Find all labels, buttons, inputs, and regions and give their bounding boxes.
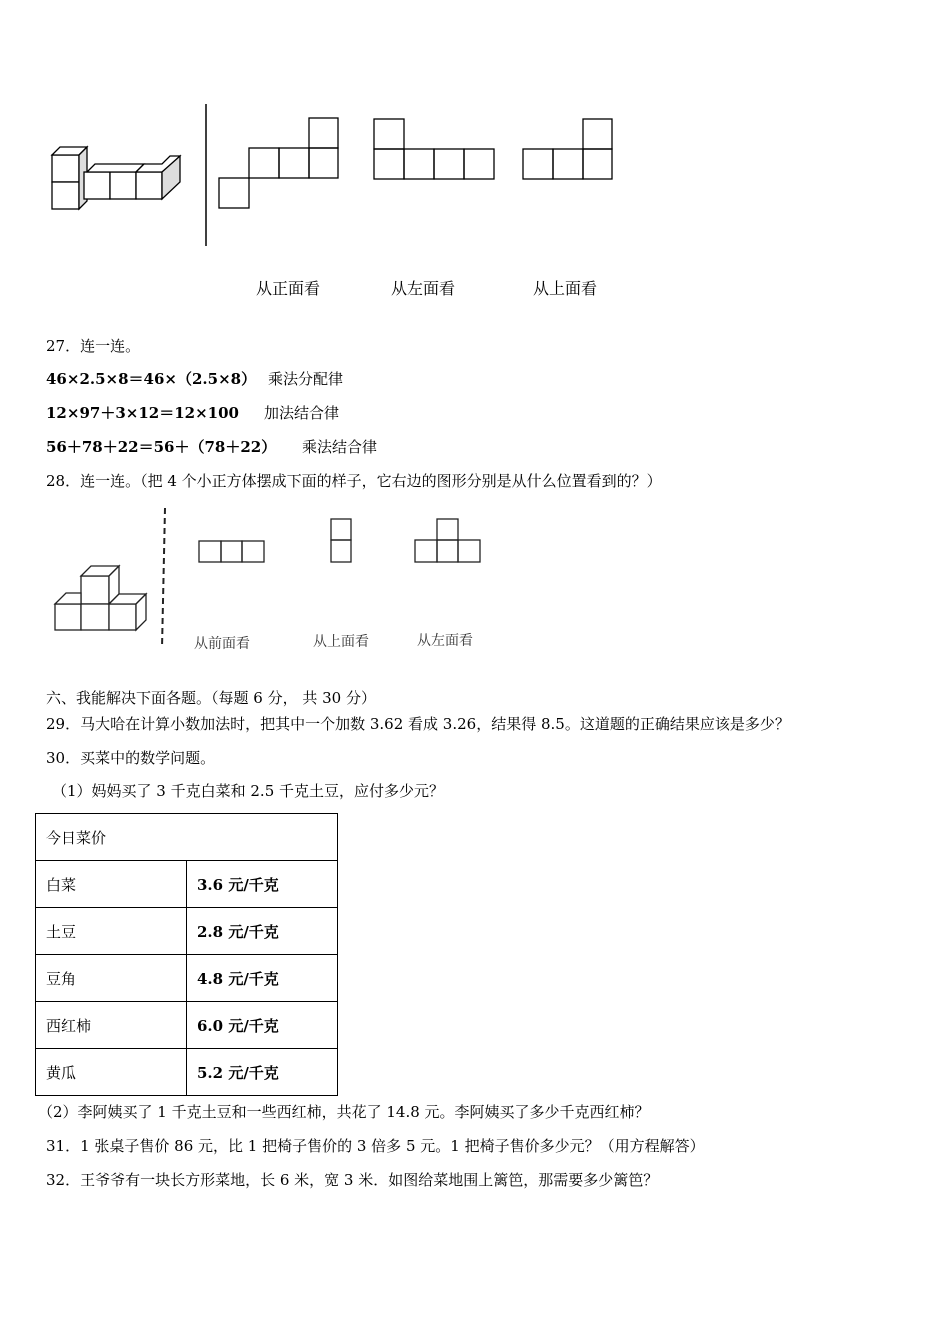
cube-face	[52, 182, 79, 209]
q29-text: 29．马大哈在计算小数加法时，把其中一个加数 3.62 看成 3.26，结果得 8.5。这道题的正确结果应该是多少？	[46, 715, 790, 733]
q30-title: 30．买菜中的数学问题。	[46, 749, 216, 767]
price-table	[35, 813, 338, 1096]
q28-label-left: 从左面看	[417, 633, 473, 649]
table-row	[36, 861, 338, 908]
q32-text: 32．王爷爷有一块长方形菜地，长 6 米，宽 3 米．如图给菜地围上篱笆，那需要多少篱笆？	[46, 1171, 659, 1189]
veg-price: 6.0 元/千克	[187, 1002, 338, 1049]
table-header: 今日菜价	[36, 814, 338, 861]
view-label-top: 从上面看	[533, 279, 598, 298]
table-header-row	[36, 814, 338, 861]
veg-name: 西红柿	[36, 1002, 187, 1049]
view-label-left: 从左面看	[391, 279, 456, 298]
q27-expr-1: 46×2.5×8＝46×（2.5×8）	[46, 370, 257, 388]
veg-name: 豆角	[36, 955, 187, 1002]
cube-face	[52, 155, 79, 182]
veg-price: 3.6 元/千克	[187, 861, 338, 908]
table-row	[36, 908, 338, 955]
section-heading: 六、我能解决下面各题。（每题 6 分， 共 30 分）	[46, 689, 376, 707]
veg-price: 2.8 元/千克	[187, 908, 338, 955]
cube-face	[110, 172, 136, 199]
q27-expr-3: 56＋78＋22＝56＋（78＋22）	[46, 438, 277, 456]
q27-law-2: 加法结合律	[264, 404, 340, 422]
table-row	[36, 955, 338, 1002]
cube-face	[84, 172, 110, 199]
view-label-front: 从正面看	[256, 279, 321, 298]
q27-title: 27．连一连。	[46, 337, 141, 355]
q28-label-front: 从前面看	[194, 636, 250, 652]
veg-name: 黄瓜	[36, 1049, 187, 1096]
veg-price: 4.8 元/千克	[187, 955, 338, 1002]
q28-title: 28．连一连。（把 4 个小正方体摆成下面的样子，它右边的图形分别是从什么位置看到的？）	[46, 472, 662, 490]
q27-law-3: 乘法结合律	[302, 438, 378, 456]
table-row	[36, 1049, 338, 1096]
q30-part1: （1）妈妈买了 3 千克白菜和 2.5 千克土豆，应付多少元？	[52, 782, 445, 800]
q28-label-top: 从上面看	[313, 634, 369, 650]
veg-name: 土豆	[36, 908, 187, 955]
table-row	[36, 1002, 338, 1049]
veg-name: 白菜	[36, 861, 187, 908]
cube-face	[136, 172, 162, 199]
q30-part2: （2）李阿姨买了 1 千克土豆和一些西红柿，共花了 14.8 元。李阿姨买了多少千克西红柿？	[38, 1103, 650, 1121]
veg-price: 5.2 元/千克	[187, 1049, 338, 1096]
dashed-divider	[162, 508, 165, 648]
q27-law-1: 乘法分配律	[268, 370, 344, 388]
q31-text: 31．1 张桌子售价 86 元，比 1 把椅子售价的 3 倍多 5 元。1 把椅子售价多少元？（用方程解答）	[46, 1137, 705, 1155]
q27-expr-2: 12×97＋3×12＝12×100	[46, 404, 239, 422]
cube-stack-figure-28	[0, 500, 950, 660]
cube-stack-figure-26	[0, 0, 950, 260]
